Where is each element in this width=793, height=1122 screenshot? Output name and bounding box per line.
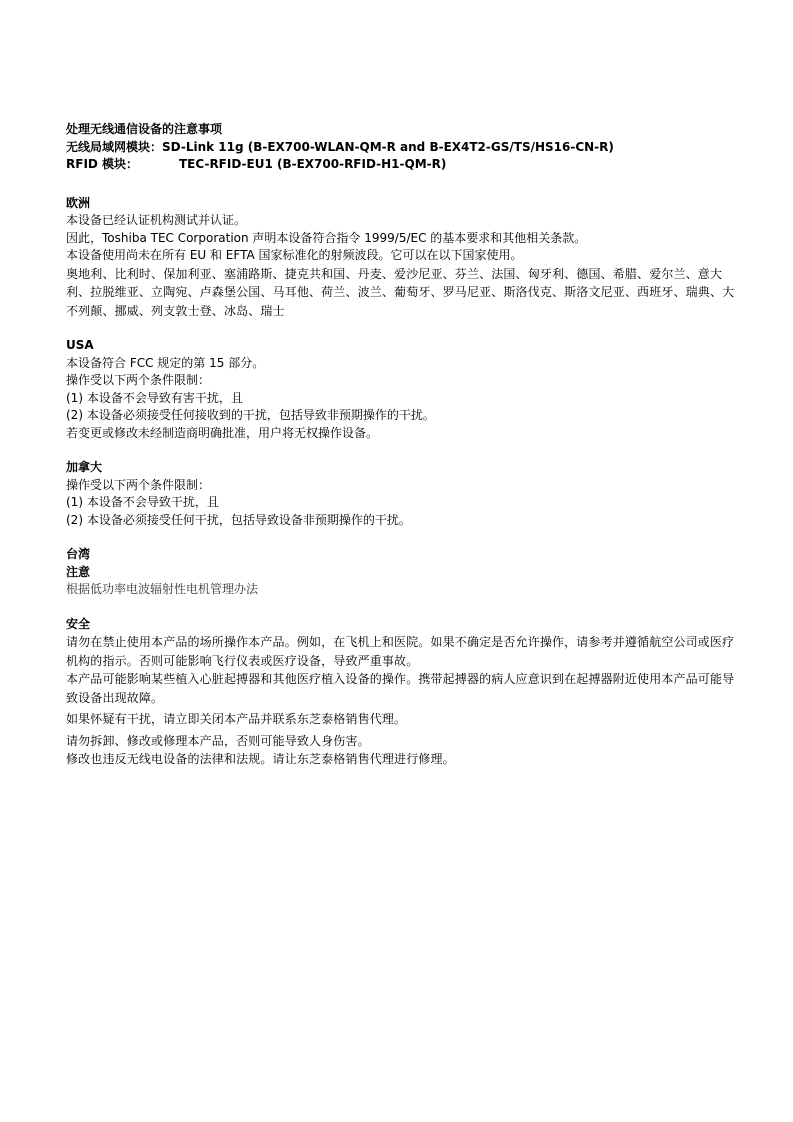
section-title-canada: 加拿大 bbox=[66, 460, 103, 474]
canada-line: 操作受以下两个条件限制： bbox=[66, 477, 211, 492]
document-page bbox=[66, 121, 741, 769]
usa-line: 操作受以下两个条件限制： bbox=[66, 373, 211, 387]
safety-paragraph: 请勿拆卸、修改或修理本产品，否则可能导致人身伤害。 bbox=[66, 733, 370, 748]
section-title-safety: 安全 bbox=[66, 616, 91, 631]
taiwan-regulation-text: 根据低功率电波辐射性电机管理办法 bbox=[66, 582, 259, 596]
europe-line: 本设备已经认证机构测试并认证。 bbox=[66, 213, 247, 227]
europe-line: 本设备使用尚未在所有 EU 和 EFTA 国家标准化的射频波段。它可以在以下国家使用。 bbox=[66, 248, 523, 262]
rfid-module-value: TEC-RFID-EU1 (B-EX700-RFID-H1-QM-R) bbox=[179, 157, 447, 171]
safety-paragraph: 请勿在禁止使用本产品的场所操作本产品。例如，在飞机上和医院。如果不确定是否允许操作，请参考并遵循航空公司或医疗机构的指示。否则可能影响飞行仪表或医疗设备，导致严重事故。 bbox=[66, 635, 735, 668]
usa-line: 若变更或修改未经制造商明确批准，用户将无权操作设备。 bbox=[66, 425, 379, 440]
europe-line: 因此，Toshiba TEC Corporation 声明本设备符合指令 1999/5/EC 的基本要求和其他相关条款。 bbox=[66, 230, 587, 245]
taiwan-notice-subtitle: 注意 bbox=[66, 564, 91, 579]
europe-country-list: 奥地利、比利时、保加利亚、塞浦路斯、捷克共和国、丹麦、爱沙尼亚、芬兰、法国、匈牙利、德国、希腊、爱尔兰、意大利、拉脱维亚、立陶宛、卢森堡公国、马耳他、荷兰、波兰、葡萄牙、罗马尼亚、斯洛伐克、斯洛文尼亚、西班牙、瑞典、大不列颠、挪威、列支敦士登、冰岛、瑞士 bbox=[66, 266, 735, 318]
document-header bbox=[66, 121, 741, 174]
safety-paragraph: 本产品可能影响某些植入心脏起搏器和其他医疗植入设备的操作。携带起搏器的病人应意识到在起搏器附近使用本产品可能导致设备出现故障。 bbox=[66, 672, 735, 705]
section-title-europe: 欧洲 bbox=[66, 195, 91, 210]
section-title-usa: USA bbox=[66, 338, 94, 352]
wlan-module-row bbox=[66, 139, 741, 157]
safety-paragraph: 如果怀疑有干扰，请立即关闭本产品并联系东芝泰格销售代理。 bbox=[66, 712, 407, 726]
usa-line: (2) 本设备必须接受任何接收到的干扰，包括导致非预期操作的干扰。 bbox=[66, 408, 435, 422]
wlan-module-label: 无线局域网模块： bbox=[66, 139, 163, 154]
section-safety bbox=[66, 616, 741, 769]
usa-line: (1) 本设备不会导致有害干扰，且 bbox=[66, 390, 243, 405]
rfid-module-row bbox=[66, 156, 741, 174]
section-canada bbox=[66, 459, 741, 529]
section-title-taiwan: 台湾 bbox=[66, 547, 91, 561]
section-taiwan bbox=[66, 546, 741, 599]
usa-line: 本设备符合 FCC 规定的第 15 部分。 bbox=[66, 355, 265, 370]
canada-line: (2) 本设备必须接受任何干扰，包括导致设备非预期操作的干扰。 bbox=[66, 512, 411, 527]
document-title: 处理无线通信设备的注意事项 bbox=[66, 122, 223, 136]
rfid-module-label: RFID 模块： bbox=[66, 157, 139, 171]
section-usa bbox=[66, 337, 741, 442]
canada-line: (1) 本设备不会导致干扰，且 bbox=[66, 495, 219, 509]
section-europe bbox=[66, 195, 741, 321]
safety-paragraph: 修改也违反无线电设备的法律和法规。请让东芝泰格销售代理进行修理。 bbox=[66, 752, 455, 766]
wlan-module-value: SD-Link 11g (B-EX700-WLAN-QM-R and B-EX4T2-GS/TS/HS16-CN-R) bbox=[162, 139, 614, 154]
